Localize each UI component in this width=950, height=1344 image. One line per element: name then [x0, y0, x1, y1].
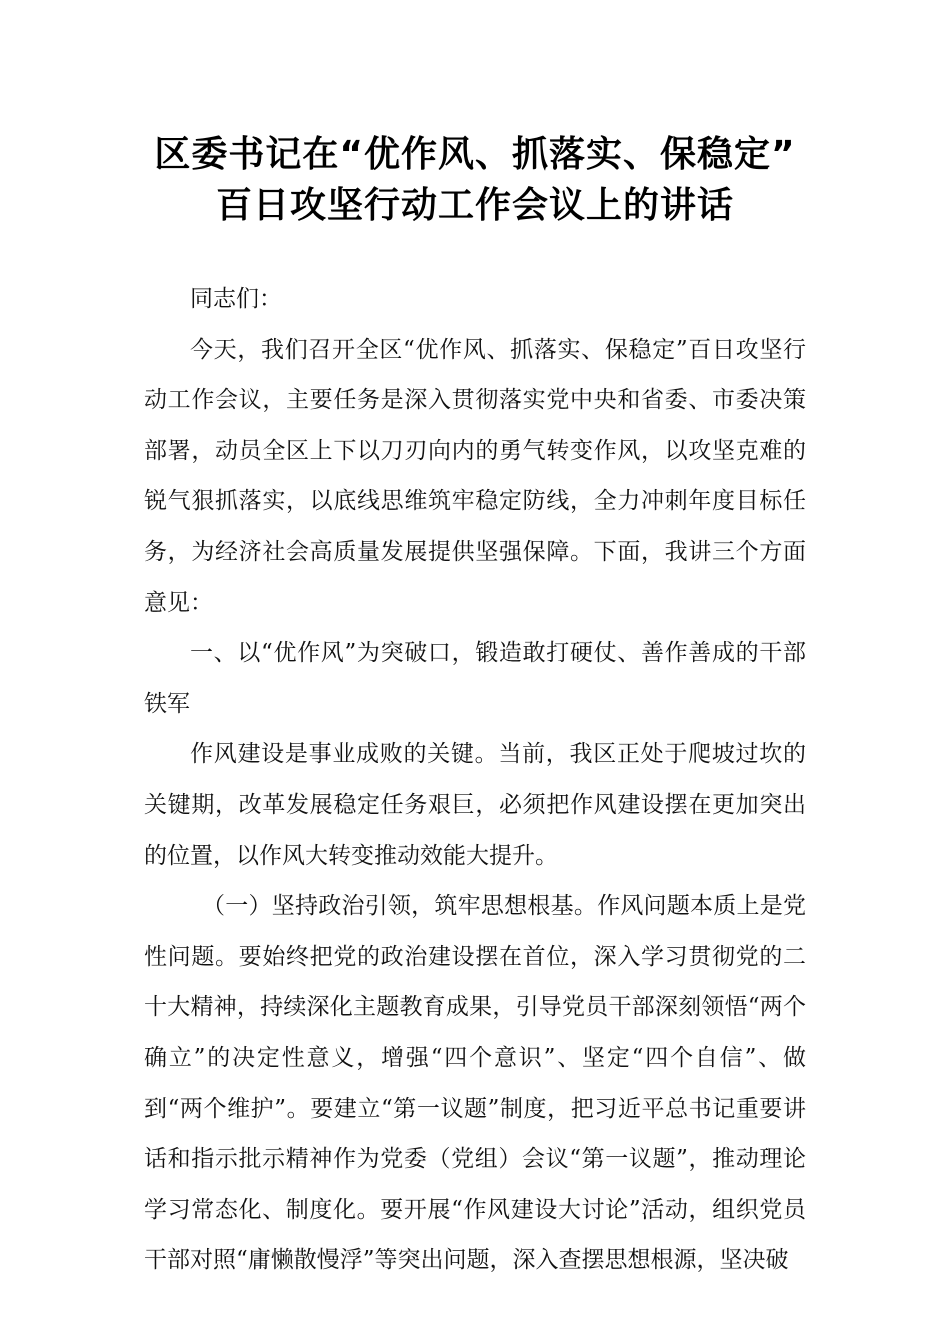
paragraph-section-1-intro: 作风建设是事业成败的关键。当前，我区正处于爬坡过坎的关键期，改革发展稳定任务艰巨，必须把作风建设摆在更加突出的位置，以作风大转变推动效能大提升。 — [144, 741, 806, 869]
document-title-line-1: 区委书记在“优作风、抓落实、保稳定” — [154, 134, 796, 175]
document-body — [144, 274, 806, 1286]
section-heading-1: 一、以“优作风”为突破口，锻造敢打硬仗、善作善成的干部铁军 — [144, 640, 806, 717]
paragraph-intro: 今天，我们召开全区“优作风、抓落实、保稳定”百日攻坚行动工作会议，主要任务是深入贯彻落实党中央和省委、市委决策部署，动员全区上下以刀刃向内的勇气转变作风，以攻坚克难的锐气狠抓落实，以底线思维筑牢稳定防线，全力冲刺年度目标任务，为经济社会高质量发展提供坚强保障。下面，我讲三个方面意见： — [144, 336, 806, 616]
greeting: 同志们： — [190, 286, 282, 312]
document-title-line-2: 百日攻坚行动工作会议上的讲话 — [215, 185, 734, 226]
paragraph-subsection-1: （一）坚持政治引领，筑牢思想根基。作风问题本质上是党性问题。要始终把党的政治建设摆在首位，深入学习贯彻党的二十大精神，持续深化主题教育成果，引导党员干部深刻领悟“两个确立”的决定性意义，增强“四个意识”、坚定“四个自信”、做到“两个维护”。要建立“第一议题”制度，把习近平总书记重要讲话和指示批示精神作为党委（党组）会议“第一议题”，推动理论学习常态化、制度化。要开展“作风建设大讨论”活动，组织党员干部对照“庸懒散慢浮”等突出问题，深入查摆思想根源，坚决破 — [144, 893, 806, 1274]
